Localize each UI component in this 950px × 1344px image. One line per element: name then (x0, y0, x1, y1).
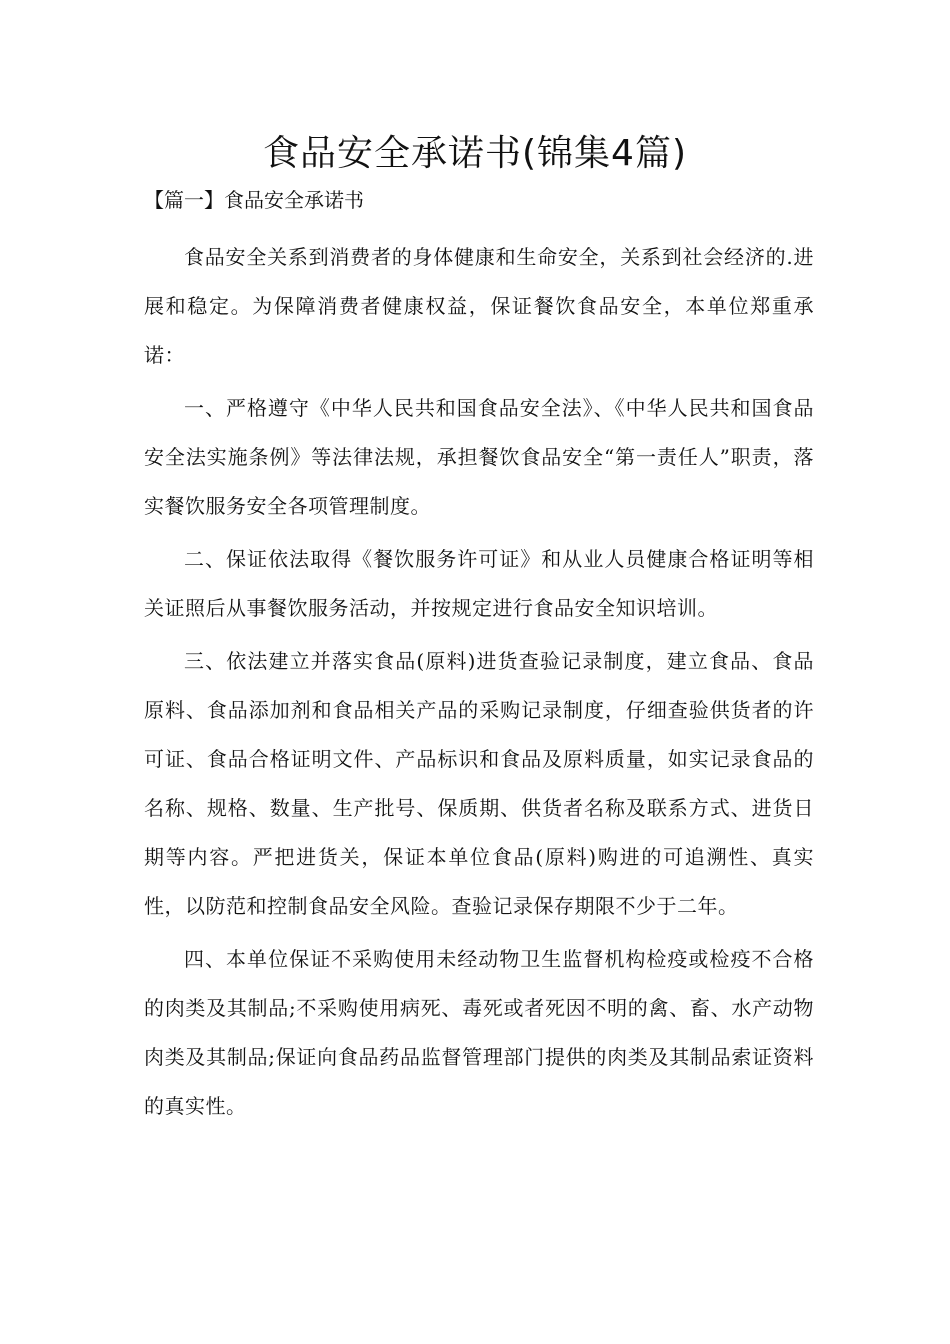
document-title: 食品安全承诺书(锦集4篇) (263, 133, 687, 174)
document-body (144, 233, 814, 1135)
section-heading: 【篇一】食品安全承诺书 (144, 188, 364, 212)
paragraph-item-2: 二、保证依法取得《餐饮服务许可证》和从业人员健康合格证明等相关证照后从事餐饮服务活动，并按规定进行食品安全知识培训。 (144, 547, 814, 620)
paragraph-intro: 食品安全关系到消费者的身体健康和生命安全，关系到社会经济的.进展和稳定。为保障消费者健康权益，保证餐饮食品安全，本单位郑重承诺： (144, 245, 814, 367)
paragraph-item-4: 四、本单位保证不采购使用未经动物卫生监督机构检疫或检疫不合格的肉类及其制品;不采购使用病死、毒死或者死因不明的禽、畜、水产动物肉类及其制品;保证向食品药品监督管理部门提供的肉类及其制品索证资料的真实性。 (144, 947, 814, 1118)
paragraph-item-3: 三、依法建立并落实食品(原料)进货查验记录制度，建立食品、食品原料、食品添加剂和食品相关产品的采购记录制度，仔细查验供货者的许可证、食品合格证明文件、产品标识和食品及原料质量，如实记录食品的名称、规格、数量、生产批号、保质期、供货者名称及联系方式、进货日期等内容。严把进货关，保证本单位食品(原料)购进的可追溯性、真实性，以防范和控制食品安全风险。查验记录保存期限不少于二年。 (144, 649, 814, 918)
paragraph-item-1: 一、严格遵守《中华人民共和国食品安全法》、《中华人民共和国食品安全法实施条例》等法律法规，承担餐饮食品安全“第一责任人”职责，落实餐饮服务安全各项管理制度。 (144, 396, 814, 518)
